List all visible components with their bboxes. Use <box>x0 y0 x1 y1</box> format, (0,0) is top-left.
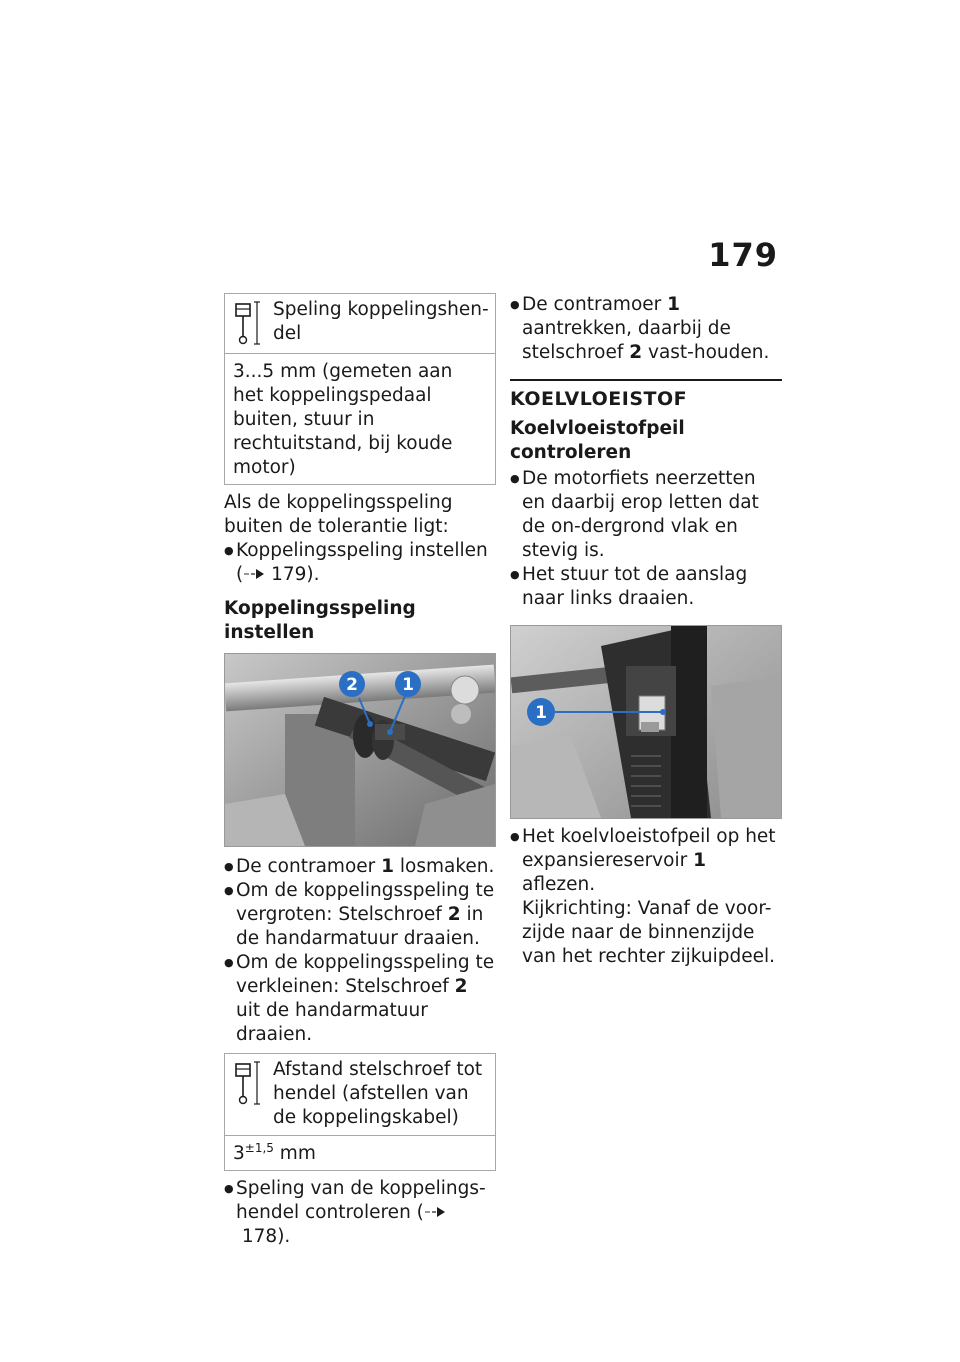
paragraph-tolerance: Als de koppelingsspeling buiten de tolerantie ligt: <box>224 492 453 537</box>
page-reference-link[interactable]: 179 <box>271 564 307 585</box>
section-title: KOELVLOEISTOF <box>510 379 782 411</box>
list-item: ● Speling van de koppelings-hendel controleren ( 178). <box>224 1177 496 1249</box>
bullet-list <box>224 539 496 587</box>
coolant-reservoir-photo <box>510 625 782 819</box>
left-column <box>224 293 496 1249</box>
spec-box-clutch-play <box>224 293 496 485</box>
steps-list <box>224 855 496 1047</box>
view-direction-note: Kijkrichting: Vanaf de voor-zijde naar de binnenzijde van het rechter zijkuipdeel. <box>522 898 776 967</box>
clutch-lever-photo <box>224 653 496 847</box>
subheading-check: Koelvloeistofpeil controleren <box>510 418 685 463</box>
spec-value: $3^{\pm 1,5}$ mm <box>233 1141 316 1164</box>
list-item: ● De contramoer 1 aantrekken, daarbij de stelschroef 2 vast-houden. <box>510 293 782 365</box>
spec-value: 3...5 mm (gemeten aan het koppelingspedaal buiten, stuur in rechtuitstand, bij koude motor) <box>233 361 453 478</box>
list-item: ● Het stuur tot de aanslag naar links draaien. <box>510 563 782 611</box>
bullet-list <box>224 1177 496 1249</box>
page-reference-link[interactable]: 178 <box>241 1226 278 1247</box>
list-item: ● Om de koppelingsspeling te verkleinen: Stelschroef 2 uit de handarmatuur draaien. <box>224 951 496 1047</box>
spec-title: Afstand stelschroef tot hendel (afstellen van de koppelingskabel) <box>273 1059 483 1128</box>
bullet-list <box>510 467 782 611</box>
bullet-list <box>510 293 782 365</box>
list-item: ● Het koelvloeistofpeil op het expansiereservoir 1 aflezen. <box>510 825 782 897</box>
spec-gauge-icon <box>233 300 263 348</box>
list-item: ● Om de koppelingsspeling te vergroten: Stelschroef 2 in de handarmatuur draaien. <box>224 879 496 951</box>
arrow-right-icon <box>243 569 265 579</box>
list-item: ● De contramoer 1 losmaken. <box>224 855 496 879</box>
spec-header <box>225 1054 495 1136</box>
spec-box-screw-distance <box>224 1053 496 1171</box>
spec-gauge-icon <box>233 1060 263 1108</box>
spec-header <box>225 294 495 354</box>
right-column <box>510 293 782 969</box>
photo-callout-label: 1 <box>535 703 547 723</box>
subheading-adjust: Koppelingsspeling instellen <box>224 598 416 643</box>
spec-title: Speling koppelingshen-del <box>273 299 489 344</box>
photo-callout-label: 1 <box>402 675 414 695</box>
bullet-list <box>510 825 782 897</box>
list-item: ● Koppelingsspeling instellen ( 179). <box>224 539 496 587</box>
list-item: ● De motorfiets neerzetten en daarbij erop letten dat de on-dergrond vlak en stevig is. <box>510 467 782 563</box>
arrow-right-icon <box>424 1207 446 1217</box>
photo-callout-label: 2 <box>346 675 358 695</box>
page-number: 179 <box>708 236 778 274</box>
